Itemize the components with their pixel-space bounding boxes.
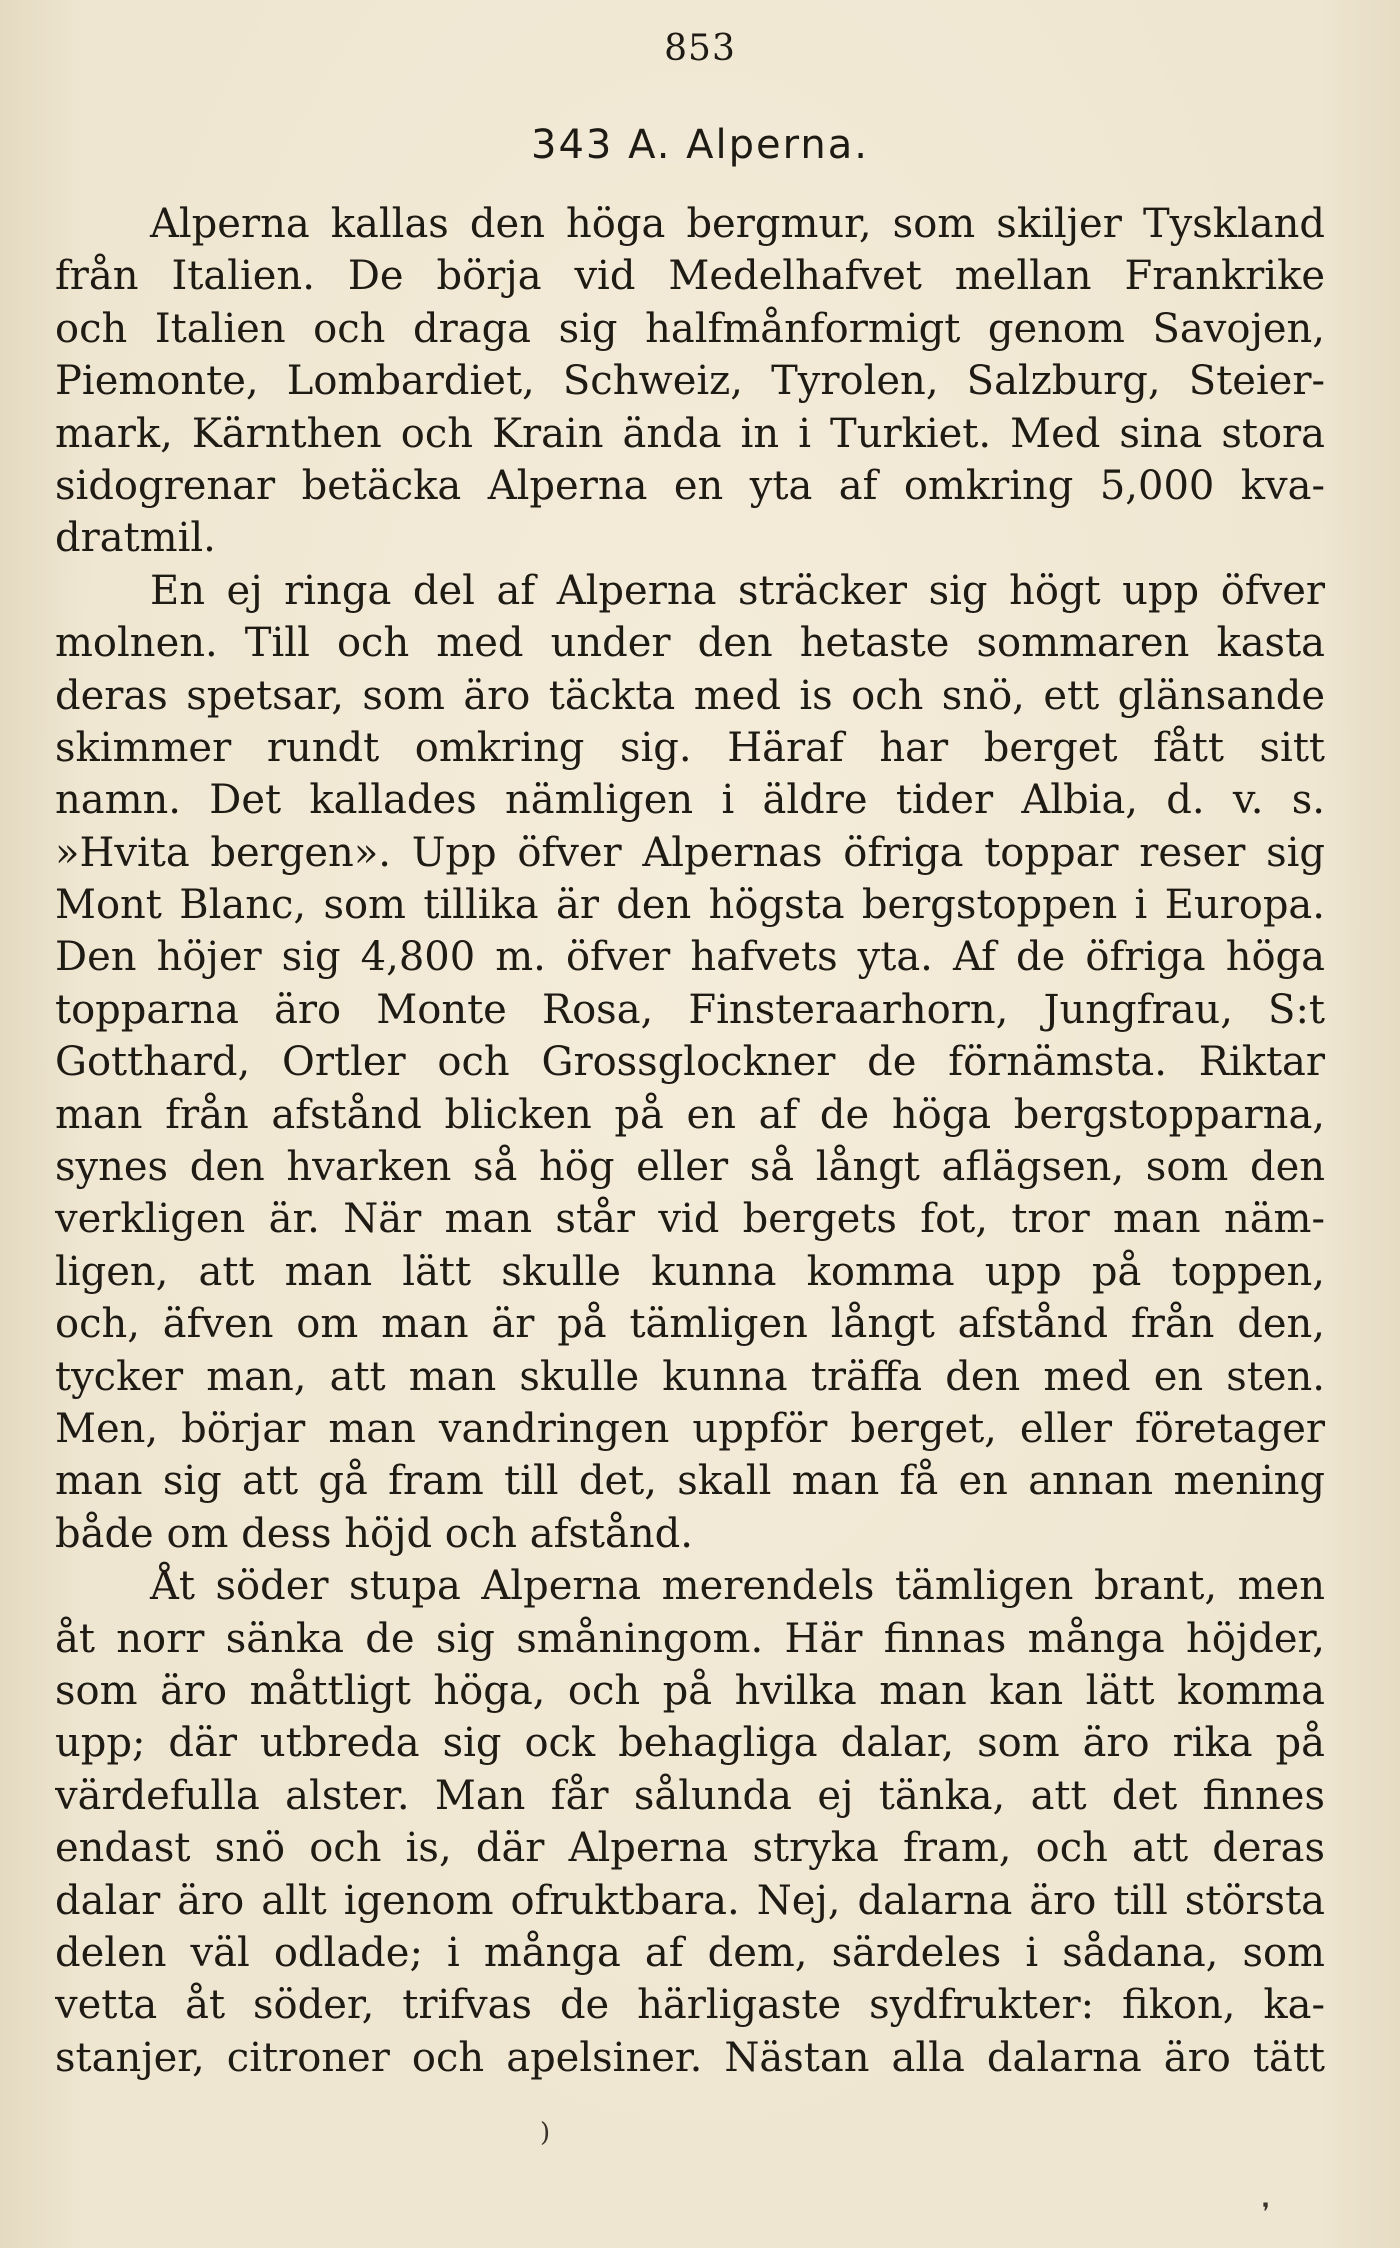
text-line: Den höjer sig 4,800 m. öfver hafvets yta. Af de öfriga höga (55, 934, 1325, 981)
text-line: endast snö och is, där Alperna stryka fram, och att deras (55, 1825, 1325, 1872)
body-text (55, 198, 1325, 2084)
text-line: verkligen är. När man står vid bergets fot, tror man näm- (55, 1196, 1325, 1243)
text-line: från Italien. De börja vid Medelhafvet mellan Frankrike (55, 253, 1325, 300)
text-line: man sig att gå fram till det, skall man få en annan mening (55, 1458, 1325, 1505)
text-line: »Hvita bergen». Upp öfver Alpernas öfriga toppar reser sig (55, 829, 1325, 876)
text-line: dalar äro allt igenom ofruktbara. Nej, dalarna äro till största (55, 1877, 1325, 1924)
text-line: och Italien och draga sig halfmånformigt genom Savojen, (55, 305, 1325, 352)
text-line: man från afstånd blicken på en af de höga bergstopparna, (55, 1091, 1325, 1138)
text-line: skimmer rundt omkring sig. Häraf har berget fått sitt (55, 724, 1325, 771)
text-line: upp; där utbreda sig ock behagliga dalar, som äro rika på (55, 1720, 1325, 1767)
text-line: och, äfven om man är på tämligen långt afstånd från den, (55, 1301, 1325, 1348)
text-line: värdefulla alster. Man får sålunda ej tänka, att det finnes (55, 1772, 1325, 1819)
text-line: synes den hvarken så hög eller så långt aflägsen, som den (55, 1144, 1325, 1191)
text-line: sidogrenar betäcka Alperna en yta af omkring 5,000 kva- (55, 462, 1325, 509)
text-line: ligen, att man lätt skulle kunna komma upp på toppen, (55, 1248, 1325, 1295)
stray-mark: ) (540, 2118, 551, 2148)
text-line: tycker man, att man skulle kunna träffa den med en sten. (55, 1353, 1325, 1400)
text-line: En ej ringa del af Alperna sträcker sig högt upp öfver (150, 567, 1325, 614)
section-title: 343 A. Alperna. (531, 122, 869, 168)
text-line: Alperna kallas den höga bergmur, som skiljer Tyskland (150, 201, 1325, 247)
text-line: Men, börjar man vandringen uppför berget, eller företager (55, 1405, 1325, 1452)
text-line: vetta åt söder, trifvas de härligaste sydfrukter: fikon, ka- (55, 1982, 1325, 2029)
text-line: stanjer, citroner och apelsiner. Nästan alla dalarna äro tätt (55, 2034, 1325, 2081)
text-line: Mont Blanc, som tillika är den högsta bergstoppen i Europa. (55, 882, 1325, 929)
text-line: deras spetsar, som äro täckta med is och snö, ett glänsande (55, 672, 1325, 719)
text-line: dratmil. (55, 515, 216, 562)
stray-mark: ❜ (1262, 2198, 1270, 2226)
text-line: som äro måttligt höga, och på hvilka man kan lätt komma (55, 1667, 1325, 1714)
text-line: både om dess höjd och afstånd. (55, 1510, 693, 1557)
text-line: åt norr sänka de sig småningom. Här finnas många höjder, (55, 1615, 1325, 1662)
text-line: molnen. Till och med under den hetaste sommaren kasta (55, 620, 1325, 667)
text-line: mark, Kärnthen och Krain ända in i Turkiet. Med sina stora (55, 410, 1325, 457)
page-number: 853 (664, 28, 736, 69)
text-line: delen väl odlade; i många af dem, särdeles i sådana, som (55, 1929, 1325, 1976)
text-line: Gotthard, Ortler och Grossglockner de förnämsta. Riktar (55, 1039, 1325, 1086)
text-line: topparna äro Monte Rosa, Finsteraarhorn, Jungfrau, S:t (55, 986, 1325, 1033)
text-line: namn. Det kallades nämligen i äldre tider Albia, d. v. s. (55, 777, 1325, 824)
text-line: Åt söder stupa Alperna merendels tämligen brant, men (150, 1563, 1325, 1610)
text-line: Piemonte, Lombardiet, Schweiz, Tyrolen, Salzburg, Steier- (55, 358, 1325, 405)
